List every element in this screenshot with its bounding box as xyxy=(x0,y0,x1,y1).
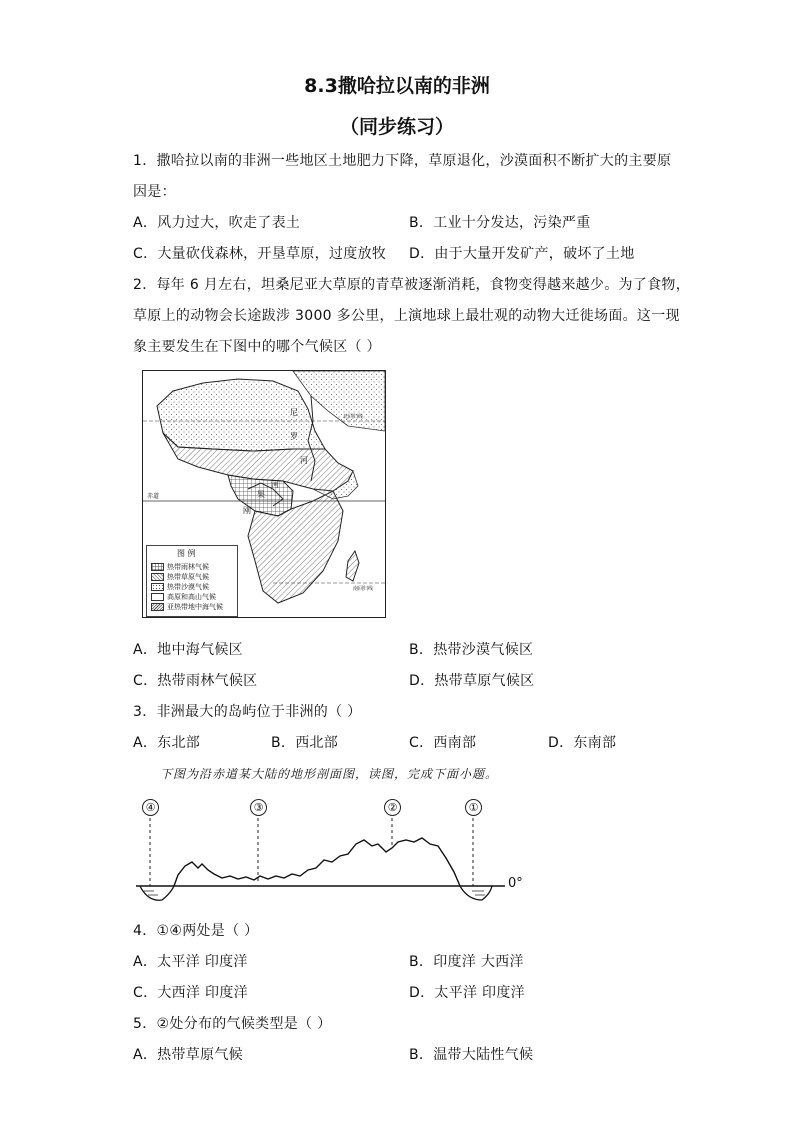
question-4-stem: 4．①④两处是（ ） xyxy=(133,923,259,939)
question-1-stem-cont: 因是： xyxy=(133,184,176,200)
question-4-option-d: D．太平洋 印度洋 xyxy=(409,985,525,1001)
legend-label: 高原和高山气候 xyxy=(167,593,216,601)
question-4-option-a: A．太平洋 印度洋 xyxy=(133,954,248,970)
sea-level-label: 0° xyxy=(508,876,523,891)
question-1-stem: 1．撒哈拉以南的非洲一些地区土地肥力下降，草原退化，沙漠面积不断扩大的主要原 xyxy=(133,153,672,169)
question-5-stem: 5．②处分布的气候类型是（ ） xyxy=(133,1016,332,1032)
question-2-option-d: D．热带草原气候区 xyxy=(409,673,535,689)
map-label-equator: 赤道 xyxy=(147,493,160,500)
map-label-congo-3: 河 xyxy=(271,480,279,489)
question-3-option-d: D．东南部 xyxy=(548,735,617,751)
question-1-option-b: B．工业十分发达，污染严重 xyxy=(409,215,591,231)
profile-marker-1: ① xyxy=(465,799,482,816)
question-2-stem-cont: 草原上的动物会长途跋涉 3000 多公里，上演地球上最壮观的动物大迁徙场面。这一现 xyxy=(133,308,680,324)
question-2-stem-end: 象主要发生在下图中的哪个气候区（ ） xyxy=(133,339,381,355)
map-label-nile-2: 罗 xyxy=(290,432,298,441)
question-2-option-b: B．热带沙漠气候区 xyxy=(409,642,534,658)
map-label-tropic-of-cancer: 北回归线 xyxy=(343,414,364,420)
profile-marker-2: ② xyxy=(384,799,401,816)
question-5-option-b: B．温带大陆性气候 xyxy=(409,1047,534,1063)
page-subtitle: （同步练习） xyxy=(339,116,454,138)
map-label-congo-2: 果 xyxy=(257,490,265,499)
legend-title: 图 例 xyxy=(177,549,196,558)
question-1-option-c: C．大量砍伐森林，开垦草原，过度放牧 xyxy=(133,246,387,262)
terrain-profile-figure xyxy=(130,790,520,915)
legend-item xyxy=(151,572,209,581)
question-5-option-a: A．热带草原气候 xyxy=(133,1047,243,1063)
legend-label: 亚热带地中海气候 xyxy=(167,603,223,611)
legend-label: 热带沙漠气候 xyxy=(167,583,209,591)
map-label-congo-1: 刚 xyxy=(243,506,251,515)
map-legend xyxy=(146,545,238,617)
map-label-nile-3: 河 xyxy=(300,456,308,465)
question-1-option-a: A．风力过大，吹走了表土 xyxy=(133,215,301,231)
question-3-option-c: C．西南部 xyxy=(409,735,477,751)
question-2-option-a: A．地中海气候区 xyxy=(133,642,243,658)
question-3-stem: 3．非洲最大的岛屿位于非洲的（ ） xyxy=(133,704,362,720)
map-label-tropic-of-capricorn: 南回归线 xyxy=(353,586,374,592)
legend-label: 热带雨林气候 xyxy=(167,563,209,571)
question-4-option-b: B．印度洋 大西洋 xyxy=(409,954,524,970)
profile-marker-3: ③ xyxy=(250,799,267,816)
profile-marker-4: ④ xyxy=(142,799,159,816)
question-2-option-c: C．热带雨林气候区 xyxy=(133,673,258,689)
question-1-option-d: D．由于大量开发矿产，破坏了土地 xyxy=(409,246,635,262)
question-4-option-c: C．大西洋 印度洋 xyxy=(133,985,248,1001)
legend-item xyxy=(151,592,216,601)
question-3-option-b: B．西北部 xyxy=(271,735,339,751)
question-2-stem: 2．每年 6 月左右，坦桑尼亚大草原的青草被逐渐消耗，食物变得越来越少。为了食物， xyxy=(133,277,691,293)
legend-label: 热带草原气候 xyxy=(167,573,209,581)
page-title: 8.3撒哈拉以南的非洲 xyxy=(304,75,490,97)
legend-item xyxy=(151,602,223,611)
question-3-option-a: A．东北部 xyxy=(133,735,201,751)
legend-item xyxy=(151,582,209,591)
map-label-nile-1: 尼 xyxy=(290,408,298,417)
profile-caption: 下图为沿赤道某大陆的地形剖面图，读图，完成下面小题。 xyxy=(160,767,499,781)
legend-item xyxy=(151,562,209,571)
